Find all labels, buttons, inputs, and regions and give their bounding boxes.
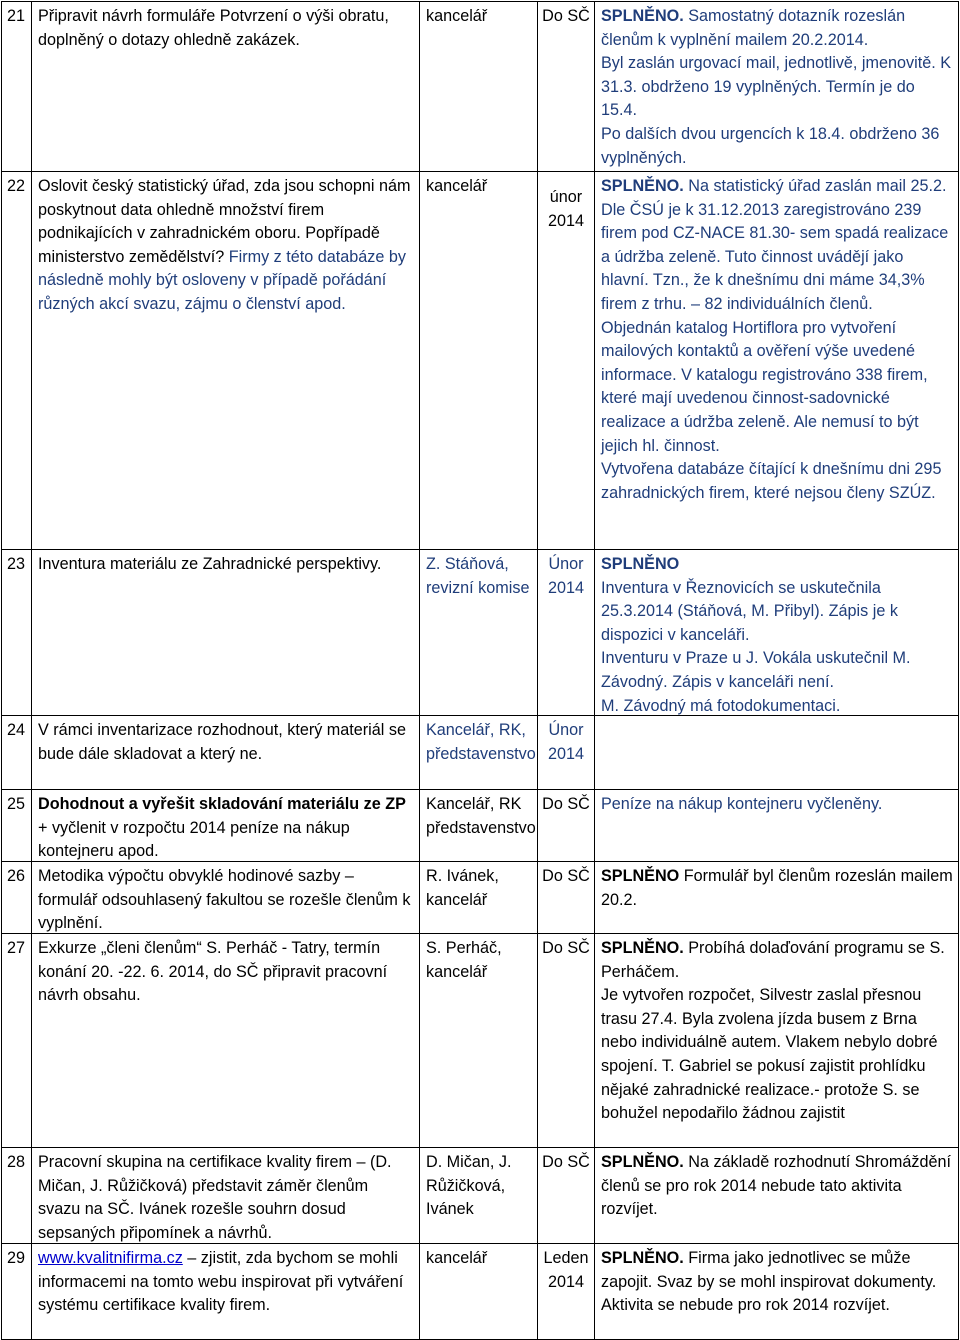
status-lead: SPLNĚNO — [601, 555, 680, 573]
responsible-cell: kancelář — [420, 172, 538, 549]
row-number: 21 — [2, 2, 32, 171]
status-lead: SPLNĚNO — [601, 867, 680, 885]
status-line: Na statistický úřad zaslán mail 25.2. Dle ČSÚ je k 31.12.2013 zaregistrováno 239 firem pod CZ-NACE 81.30- sem spadá realizace a údržba zeleně. Tuto činnost uvádějí jako hlavní. Tzn., že k dnešnímu dni máme 34,3% firem z trhu. – 82 individuálních členů. — [601, 177, 949, 313]
term-cell: Do SČ — [538, 790, 595, 861]
status-cell — [595, 550, 958, 715]
responsible-cell: D. Mičan, J. Růžičková, Ivánek — [420, 1148, 538, 1243]
responsible-cell: Kancelář, RK, představenstvo — [420, 716, 538, 789]
task-table — [1, 1, 959, 1340]
table-row — [2, 1244, 958, 1339]
row-number: 26 — [2, 862, 32, 933]
status-line: Peníze na nákup kontejneru vyčleněny. — [601, 795, 883, 813]
status-cell — [595, 1148, 958, 1243]
status-line: Na základě rozhodnutí Shromáždění členů se pro rok 2014 nebude tato aktivita rozvíjet. — [601, 1153, 952, 1219]
table-row — [2, 716, 958, 790]
responsible-cell: Kancelář, RK představenstvo — [420, 790, 538, 861]
status-lead: SPLNĚNO. — [601, 1153, 684, 1171]
responsible-cell: S. Perháč, kancelář — [420, 934, 538, 1147]
task-cell: Exkurze „členi členům“ S. Perháč - Tatry, termín konání 20. -22. 6. 2014, do SČ připravit pracovní návrh obsahu. — [32, 934, 420, 1147]
task-text: – zjistit, zda bychom se mohli informacemi na tomto webu inspirovat při vytváření systému certifikace kvality firem. — [38, 1249, 404, 1315]
status-line: M. Závodný má fotodokumentaci. — [601, 696, 841, 715]
kvalitnifirma-link[interactable]: www.kvalitnifirma.cz — [38, 1249, 183, 1267]
responsible-cell: kancelář — [420, 1244, 538, 1339]
task-text-bold: Dohodnout a vyřešit skladování materiálu ze ZP — [38, 795, 406, 813]
table-row — [2, 862, 958, 934]
status-line: Aktivita se nebude pro rok 2014 rozvíjet. — [601, 1296, 890, 1315]
task-cell — [32, 172, 420, 549]
table-row — [2, 2, 958, 172]
term-cell: Do SČ — [538, 1148, 595, 1243]
table-row — [2, 550, 958, 716]
status-line: Byl zaslán urgovací mail, jednotlivě, jmenovitě. K 31.3. obdrženo 19 vyplněných. Termín je do 15.4. — [601, 54, 951, 120]
status-cell — [595, 2, 958, 171]
task-cell — [32, 1244, 420, 1339]
status-line: Je vytvořen rozpočet, Silvestr zaslal přesnou trasu 27.4. Byla zvolena jízda busem z Brna nebo individuálně autem. Vlakem nebylo dobré spojení. T. Gabriel se pokusí zajistit prohlídku nějaké zahradnické realizace.- protože S. se bohužel nepodařilo žádnou zajistit — [601, 986, 938, 1123]
term-cell: Leden 2014 — [538, 1244, 595, 1339]
task-text: + vyčlenit v rozpočtu 2014 peníze na nákup kontejneru apod. — [38, 818, 350, 861]
row-number: 25 — [2, 790, 32, 861]
status-cell — [595, 934, 958, 1147]
term-cell: Do SČ — [538, 934, 595, 1147]
status-line: Formulář byl členům rozeslán mailem 20.2. — [601, 867, 953, 909]
task-cell — [32, 790, 420, 861]
row-number: 23 — [2, 550, 32, 715]
status-line: Objednán katalog Hortiflora pro vytvoření mailových kontaktů a ověření výše uvedené informace. V katalogu registrováno 338 firem, které mají uvedenou činnost-sadovnické realizace a údržba zeleně. Ale nemusí to být jejich hl. činnost. — [601, 318, 928, 455]
status-line: Po dalších dvou urgencích k 18.4. obdrženo 36 vyplněných. — [601, 124, 940, 167]
task-cell: V rámci inventarizace rozhodnout, který materiál se bude dále skladovat a který ne. — [32, 716, 420, 789]
status-cell — [595, 862, 958, 933]
task-cell: Inventura materiálu ze Zahradnické perspektivy. — [32, 550, 420, 715]
status-line: Inventuru v Praze u J. Vokála uskutečnil M. Závodný. Zápis v kanceláři není. — [601, 649, 911, 691]
status-line: Samostatný dotazník rozeslán členům k vyplnění mailem 20.2.2014. — [601, 7, 906, 49]
task-cell: Metodika výpočtu obvyklé hodinové sazby – formulář odsouhlasený fakultou se rozešle členům k vyplnění. — [32, 862, 420, 933]
table-row — [2, 1148, 958, 1244]
table-row — [2, 172, 958, 550]
responsible-cell: R. Ivánek, kancelář — [420, 862, 538, 933]
task-cell: Připravit návrh formuláře Potvrzení o výši obratu, doplněný o dotazy ohledně zakázek. — [32, 2, 420, 171]
table-row — [2, 790, 958, 862]
status-cell — [595, 1244, 958, 1339]
status-cell — [595, 790, 958, 861]
responsible-cell: kancelář — [420, 2, 538, 171]
status-line: Probíhá dolaďování programu se S. Perháčem. — [601, 939, 945, 981]
term-cell: Do SČ — [538, 2, 595, 171]
status-line: Vytvořena databáze čítající k dnešnímu dni 295 zahradnických firem, které nejsou členy SZÚZ. — [601, 460, 942, 502]
responsible-cell: Z. Stáňová, revizní komise — [420, 550, 538, 715]
row-number: 22 — [2, 172, 32, 549]
status-lead: SPLNĚNO. — [601, 177, 684, 195]
row-number: 24 — [2, 716, 32, 789]
term-cell: Únor 2014 — [538, 716, 595, 789]
term-cell: únor 2014 — [538, 172, 595, 549]
status-lead: SPLNĚNO. — [601, 1249, 684, 1267]
term-cell: Únor 2014 — [538, 550, 595, 715]
status-line: Inventura v Řeznovicích se uskutečnila 25.3.2014 (Stáňová, M. Přibyl). Zápis je k dispozici v kanceláři. — [601, 578, 898, 644]
row-number: 29 — [2, 1244, 32, 1339]
row-number: 28 — [2, 1148, 32, 1243]
task-cell: Pracovní skupina na certifikace kvality firem – (D. Mičan, J. Růžičková) představit záměr členům svazu na SČ. Ivánek rozešle souhrn dosud sepsaných připomínek a návrhů. — [32, 1148, 420, 1243]
task-text: Oslovit český statistický úřad, zda jsou schopni nám poskytnout data ohledně množství firem podnikajících v zahradnickém oboru. Popřípadě ministerstvo zemědělství? — [38, 177, 411, 266]
term-cell: Do SČ — [538, 862, 595, 933]
row-number: 27 — [2, 934, 32, 1147]
status-line: Firma jako jednotlivec se může zapojit. Svaz by se mohl inspirovat dokumenty. — [601, 1249, 937, 1291]
status-cell — [595, 172, 958, 549]
task-text-note: Firmy z této databáze by následně mohly být osloveny v případě pořádání různých akcí svazu, zájmu o členství apod. — [38, 247, 406, 313]
status-lead: SPLNĚNO. — [601, 939, 684, 957]
status-cell — [595, 716, 958, 789]
table-row — [2, 934, 958, 1148]
status-lead: SPLNĚNO. — [601, 7, 684, 25]
